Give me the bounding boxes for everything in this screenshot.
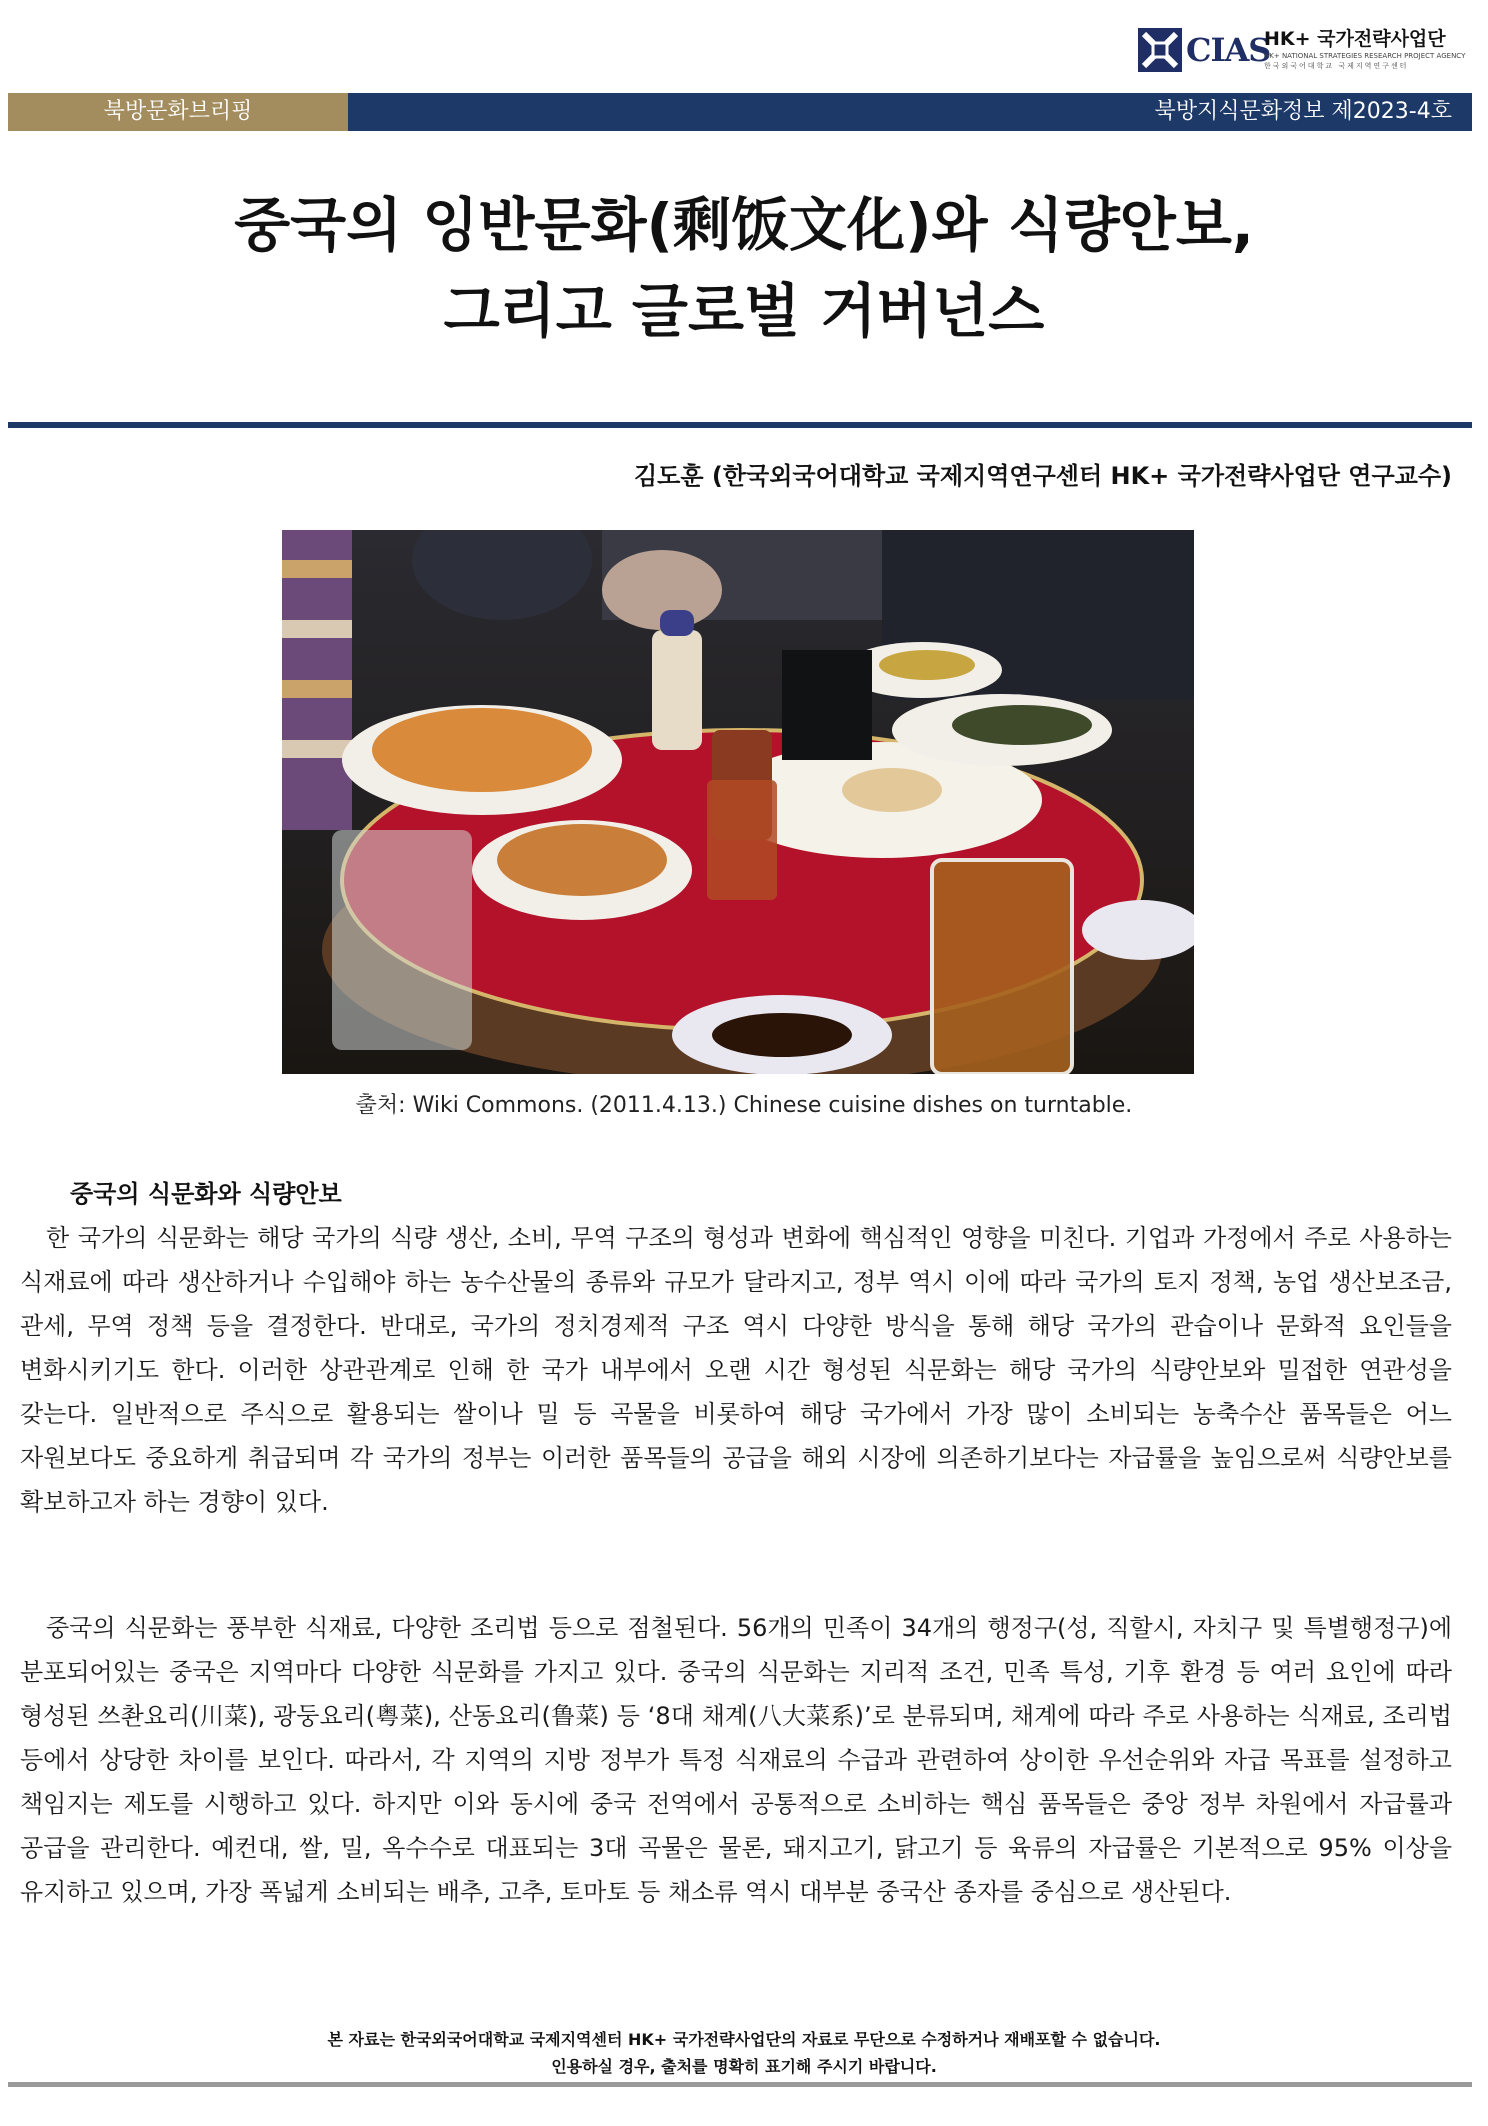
copyright-line-2: 인용하실 경우, 출처를 명확히 표기해 주시기 바랍니다.	[551, 2057, 937, 2076]
logo-mark: CIAS	[1186, 31, 1271, 69]
paragraph-2	[20, 1606, 1452, 1914]
photo-caption: 출처: Wiki Commons. (2011.4.13.) Chinese cuisine dishes on turntable.	[355, 1093, 1133, 1118]
logo-subtitle-en: HK+ NATIONAL STRATEGIES RESEARCH PROJECT AGENCY	[1264, 52, 1466, 60]
cias-logo	[1138, 22, 1466, 78]
title-line-1: 중국의 잉반문화(剩饭文化)와 식량안보,	[234, 191, 1254, 259]
section-heading: 중국의 식문화와 식량안보	[70, 1180, 342, 1208]
title-line-2: 그리고 글로벌 거버넌스	[443, 277, 1045, 345]
page-title	[0, 182, 1488, 354]
bottom-divider	[8, 2082, 1472, 2087]
cias-emblem-icon	[1138, 28, 1182, 72]
copyright-notice	[0, 2026, 1488, 2080]
food-photo	[282, 530, 1194, 1074]
logo-subtitle-kr: 한국외국어대학교 국제지역연구센터	[1264, 62, 1409, 70]
paragraph-2-text: 중국의 식문화는 풍부한 식재료, 다양한 조리법 등으로 점철된다. 56개의 민족이 34개의 행정구(성, 직할시, 자치구 및 특별행정구)에 분포되어있는 중국은 지역마다 다양한 식문화를 가지고 있다. 중국의 식문화는 지리적 조건, 민족 특성, 기후 환경 등 여러 요인에 따라 형성된 쓰촨요리(川菜), 광둥요리(粤菜), 산동요리(鲁菜) 등 ‘8대 채계(八大菜系)’로 분류되며, 채계에 따라 주로 사용하는 식재료, 조리법 등에서 상당한 차이를 보인다. 따라서, 각 지역의 지방 정부가 특정 식재료의 수급과 관련하여 상이한 우선순위와 자급 목표를 설정하고 책임지는 제도를 시행하고 있다. 하지만 이와 동시에 중국 전역에서 공통적으로 소비하는 핵심 품목들은 중앙 정부 차원에서 자급률과 공급을 관리한다. 예컨대, 쌀, 밀, 옥수수로 대표되는 3대 곡물은 물론, 돼지고기, 닭고기 등 육류의 자급률은 기본적으로 95% 이상을 유지하고 있으며, 가장 폭넓게 소비되는 배추, 고추, 토마토 등 채소류 역시 대부분 중국산 종자를 중심으로 생산된다.	[20, 1614, 1452, 1906]
issue-label: 북방지식문화정보 제2023-4호	[348, 93, 1472, 131]
author-line: 김도훈 (한국외국어대학교 국제지역연구센터 HK+ 국가전략사업단 연구교수)	[633, 462, 1452, 490]
copyright-line-1: 본 자료는 한국외국어대학교 국제지역센터 HK+ 국가전략사업단의 자료로 무단으로 수정하거나 재배포할 수 없습니다.	[327, 2030, 1161, 2049]
series-label: 북방문화브리핑	[8, 93, 348, 131]
paragraph-1	[20, 1216, 1452, 1524]
turntable-dishes-illustration	[282, 530, 1194, 1074]
paragraph-1-text: 한 국가의 식문화는 해당 국가의 식량 생산, 소비, 무역 구조의 형성과 변화에 핵심적인 영향을 미친다. 기업과 가정에서 주로 사용하는 식재료에 따라 생산하거나 수입해야 하는 농수산물의 종류와 규모가 달라지고, 정부 역시 이에 따라 국가의 토지 정책, 농업 생산보조금, 관세, 무역 정책 등을 결정한다. 반대로, 국가의 정치경제적 구조 역시 다양한 방식을 통해 해당 국가의 관습이나 문화적 요인들을 변화시키기도 한다. 이러한 상관관계로 인해 한 국가 내부에서 오랜 시간 형성된 식문화는 해당 국가의 식량안보와 밀접한 연관성을 갖는다. 일반적으로 주식으로 활용되는 쌀이나 밀 등 곡물을 비롯하여 해당 국가에서 가장 많이 소비되는 농축수산 품목들은 어느 자원보다도 중요하게 취급되며 각 국가의 정부는 이러한 품목들의 공급을 해외 시장에 의존하기보다는 자급률을 높임으로써 식량안보를 확보하고자 하는 경향이 있다.	[20, 1224, 1452, 1516]
title-divider	[8, 422, 1472, 428]
logo-title: HK+ 국가전략사업단	[1264, 28, 1446, 50]
